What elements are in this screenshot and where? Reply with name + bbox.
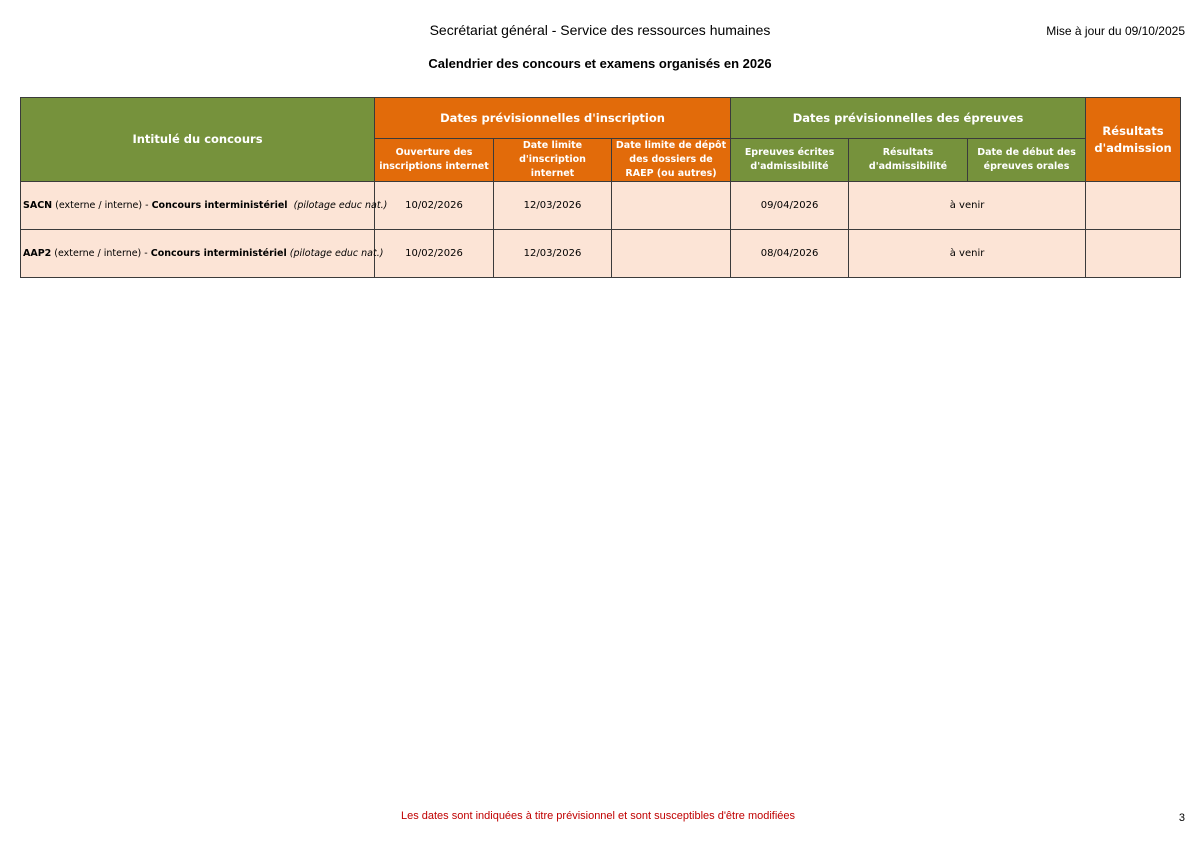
ecrites-date: 08/04/2026 [731,230,849,278]
table-row [21,182,1181,230]
header-ouverture: Ouverture des inscriptions internet [375,139,494,182]
header-limite-inscription: Date limite d'inscription internet [494,139,612,182]
header-resultats-admissibilite: Résultats d'admissibilité [849,139,968,182]
ouverture-date: 10/02/2026 [375,230,494,278]
header-epreuves-group: Dates prévisionnelles des épreuves [731,98,1086,139]
concours-type: (externe / interne) - [51,248,151,259]
ecrites-date: 09/04/2026 [731,182,849,230]
concours-pilot: (pilotage educ nat.) [289,248,384,259]
limite-inscription-date: 12/03/2026 [494,230,612,278]
header-inscription-group: Dates prévisionnelles d'inscription [375,98,731,139]
concours-name [21,182,388,230]
page-number: 3 [1178,812,1185,824]
document-title: Calendrier des concours et examens organisés en 2026 [428,56,772,71]
concours-name [21,230,384,278]
concours-type: (externe / interne) - [52,200,152,211]
concours-schedule-table [20,97,1181,278]
limite-depot-date [612,182,731,230]
concours-code: AAP2 [23,248,52,259]
concours-code: SACN [23,200,53,211]
limite-depot-date [612,230,731,278]
resultats-oraux-status: à venir [849,230,1086,278]
ouverture-date: 10/02/2026 [375,182,494,230]
header-debut-oraux: Date de début des épreuves orales [968,139,1086,182]
update-date: Mise à jour du 09/10/2025 [1046,24,1185,38]
concours-category: Concours interministériel [150,248,287,259]
header-ecrites: Epreuves écrites d'admissibilité [731,139,849,182]
header-admission: Résultats d'admission [1086,98,1181,182]
resultats-oraux-status: à venir [849,182,1086,230]
admission-date [1086,182,1181,230]
admission-date [1086,230,1181,278]
concours-pilot: (pilotage educ nat.) [293,200,388,211]
table-row [21,230,1181,278]
limite-inscription-date: 12/03/2026 [494,182,612,230]
header-limite-depot: Date limite de dépôt des dossiers de RAEP (ou autres) [612,139,731,182]
concours-category: Concours interministériel [151,200,288,211]
service-header: Secrétariat général - Service des ressources humaines [429,22,771,38]
footer-disclaimer: Les dates sont indiquées à titre prévisionnel et sont susceptibles d'être modifiées [400,810,796,822]
header-concours: Intitulé du concours [21,98,375,182]
